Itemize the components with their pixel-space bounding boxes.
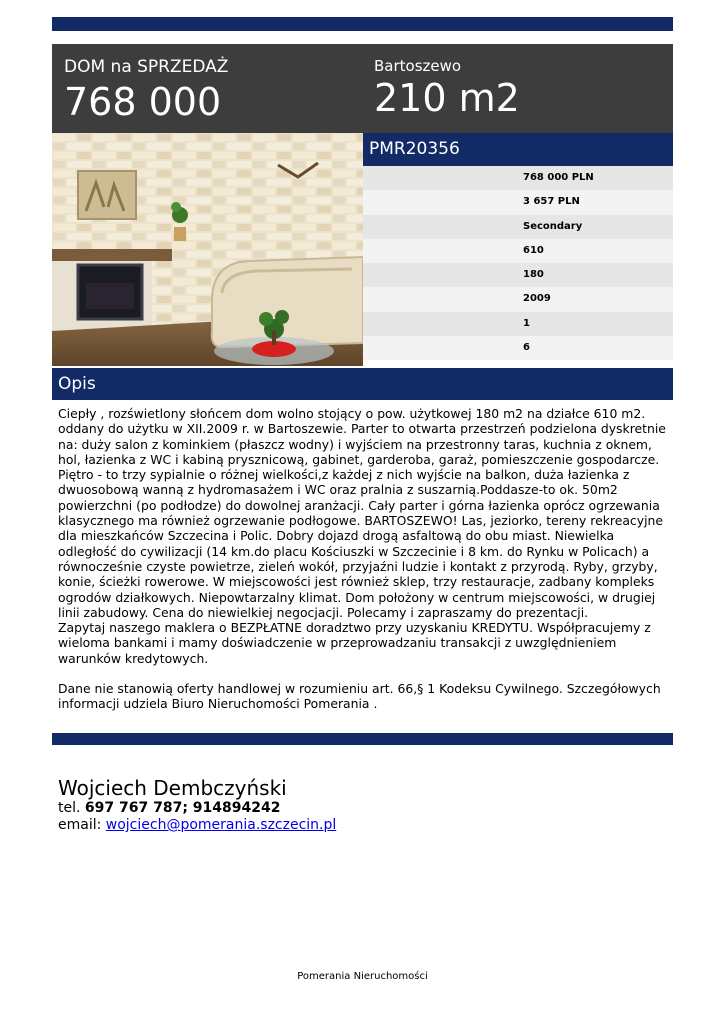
agent-name: Wojciech Dembczyński [58,776,287,800]
phone-label: tel. [58,800,81,816]
top-accent-bar [52,17,673,31]
offer-details-table [363,166,673,360]
detail-price: 768 000 PLN [523,172,594,183]
listing-header [52,44,673,133]
description-body: Ciepły , rozświetlony słońcem dom wolno stojący o pow. użytkowej 180 m2 na działce 610 m2. oddany do użytku w XII.2009 r. w Bartoszewie. Parter to otwarta przestrzeń podzielona dyskretnie na: duży salon z kominkiem (płaszcz wodny) i wyjściem na przestronny taras, kuchnia z oknem, hol, łazienka z WC i kabiną prysznicową, gabinet, garderoba, garaż, pomieszczenie gospodarcze. Piętro - to trzy sypialnie o różnej wielkości,z każdej z nich wyjście na balkon, duża łazienka z dwuosobową wanną z hydromasażem i WC oraz pralnia z suszarnią.Poddasze-to ok. 50m2 powierzchni (po podłodze) do dowolnej aranżacji. Cały parter i górna łazienka oprócz ogrzewania klasycznego ma również ogrzewanie podłogowe. BARTOSZEWO! Las, jeziorko, tereny rekreacyjne dla mieszkańców Szczecina i Polic. Dobry dojazd drogą asfaltową do obu miast. Niewielka odległość do cywilizacji (14 km.do placu Kościuszki w Szczecinie i 8 km. do Rynku w Policach) a równocześnie czyste powietrze, zieleń wokół, przyjaźni ludzie i kontakt z przyrodą. Ryby, grzyby, konie, ścieżki rowerowe. W miejscowości jest również sklep, trzy restauracje, zadbany kompleks ogrodów działkowych. Niepowtarzalny klimat. Dom położony w centrum miejscowości, w drugiej linii zabudowy. Cena do niewielkiej negocjacji. Polecamy i zapraszamy do prezentacji. Zapytaj naszego maklera o BEZPŁATNE doradztwo przy uzyskaniu KREDYTU. Współpracujemy z wieloma bankami i mamy doświadczenie w przeprowadzaniu transakcji z uwzględnieniem warunków kredytowych. [58,406,666,666]
detail-rooms: 6 [523,342,530,354]
property-area: 210 m2 [374,76,520,120]
detail-row [363,215,673,239]
property-type: DOM na SPRZEDAŻ [64,57,229,77]
description-section [58,406,668,712]
detail-market: Secondary [523,220,583,232]
detail-row [363,166,673,190]
description-bar [52,368,673,400]
property-price: 768 000 [64,80,222,124]
detail-row [363,312,673,336]
property-photo [52,133,363,366]
detail-row [363,239,673,263]
footer-company: Pomerania Nieruchomości [297,971,428,982]
divider-bar [52,733,673,745]
detail-usable-area: 180 [523,269,544,281]
detail-floors: 1 [523,317,530,329]
detail-year-built: 2009 [523,293,551,305]
description-title: Opis [58,374,96,394]
agent-contact [58,776,336,834]
email-label: email: [58,817,102,833]
detail-plot-area: 610 [523,244,544,256]
offer-ref-bar [363,133,673,166]
phone-number[interactable]: 697 767 787; 914894242 [84,800,281,816]
phone-line [58,800,336,817]
detail-price-per-m2: 3 657 PLN [523,196,580,208]
detail-row [363,287,673,311]
offer-ref-number: PMR20356 [369,139,460,159]
header-left [64,56,228,124]
header-right [374,56,520,120]
property-city: Bartoszewo [374,57,462,75]
legal-disclaimer: Dane nie stanowią oferty handlowej w rozumieniu art. 66,§ 1 Kodeksu Cywilnego. Szczegółowych informacji udziela Biuro Nieruchomości Pomerania . [58,681,661,712]
detail-row [363,263,673,287]
detail-row [363,190,673,214]
detail-row [363,336,673,360]
email-line [58,817,336,834]
email-link[interactable]: wojciech@pomerania.szczecin.pl [105,817,337,833]
